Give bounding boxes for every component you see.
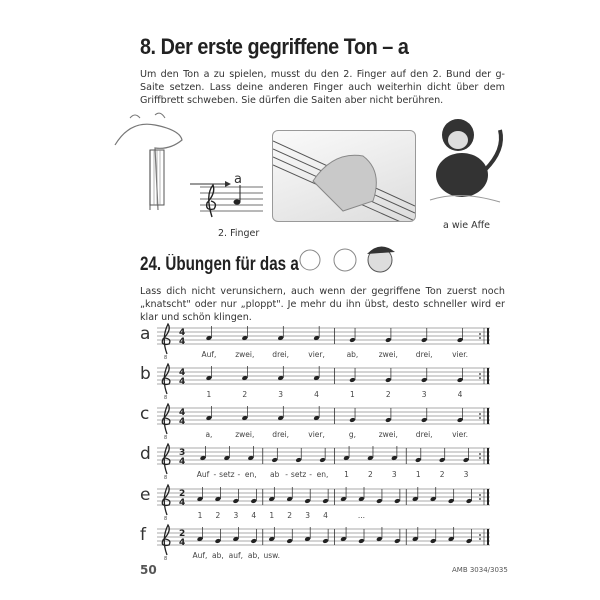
note-G [271,448,278,463]
note-label: a [234,172,242,187]
lyric: usw. [263,551,280,560]
note-G [349,408,356,423]
lyric: ab, [346,350,359,359]
note-G [322,529,329,544]
svg-text:4: 4 [179,337,186,347]
lyric: vier, [308,430,325,439]
note-G [448,489,455,504]
note-G [457,328,464,343]
lyric: vier, [308,350,325,359]
lyric: auf, [228,551,244,560]
lyric: 3 [421,390,427,399]
lyric: - [285,470,289,479]
svg-text:4: 4 [179,377,186,387]
svg-text:8: 8 [164,516,168,522]
exercise-line-f [135,523,500,563]
note-G [421,328,428,343]
note-G [286,529,293,544]
lyric: 4 [314,390,319,399]
lyric: 2 [367,470,373,479]
monkey-caption: a wie Affe [443,220,491,231]
lyric: ... [357,511,365,520]
lyric: drei, [272,430,290,439]
lyric: a, [205,430,213,439]
lyric: 2 [242,390,248,399]
treble-clef-icon [162,364,170,394]
note-G [349,368,356,383]
lyric: drei, [415,430,433,439]
lyric: 2 [215,511,221,520]
intro-text: Um den Ton a zu spielen, musst du den 2. Finger auf den 2. Bund der g-Saite setzen. Lass deine anderen Finger auch weiterhin dicht über dem Griffbrett schweben. Sie dürfen die Saiten aber nicht berühren. [140,69,505,106]
lyric: - [237,470,241,479]
lyric: 3 [233,511,239,520]
lyric: en, [316,470,329,479]
time-signature: 4 [179,328,186,338]
note-G [457,368,464,383]
line-label: b [140,364,151,384]
note-G [215,529,222,544]
lyric: - [213,470,217,479]
lyric: Auf, [192,551,208,560]
treble-clef-icon [162,444,170,474]
lyric: 3 [305,511,310,520]
exercise-line-d [135,442,500,482]
time-signature: 2 [179,489,186,499]
lyric: 4 [457,390,463,399]
exercise-line-c [135,402,500,442]
treble-clef-icon [162,525,170,555]
lyric: g, [348,430,357,439]
exercise-text: Lass dich nicht verunsichern, auch wenn der gegriffene Ton zuerst noch „knatscht" oder nur „ploppt". Je mehr du ihn übst, desto schneller wird er klar und schön klingen. [140,286,505,323]
note-a-diagram [185,165,265,220]
page-title: 8. Der erste gegriffene Ton – a [140,34,409,59]
lyric: zwei, [378,350,398,359]
svg-text:4: 4 [179,457,186,467]
line-label: f [140,525,146,545]
svg-text:8: 8 [164,435,168,441]
note-G [466,529,473,544]
lyric: 1 [197,511,203,520]
svg-text:4: 4 [179,538,186,548]
treble-clef-icon [162,404,170,434]
lyric: - [309,470,312,479]
finger-caption: 2. Finger [218,228,260,239]
treble-clef-icon [162,485,170,515]
exercise-heading: 24. Übungen für das a [140,254,299,275]
note-G [385,368,392,383]
lyric: drei, [272,350,290,359]
note-G [376,489,383,504]
note-G [233,489,240,504]
note-G [349,328,356,343]
lyric: 3 [463,470,469,479]
note-G [385,328,392,343]
exercise-line-a [135,322,500,362]
lyric: drei, [415,350,433,359]
lyric: setz [219,470,235,479]
lyric: zwei, [378,430,398,439]
lyric: vier. [452,430,469,439]
lyric: 3 [391,470,397,479]
lyric: ab [270,470,280,479]
note-G [415,448,422,463]
treble-clef-icon [162,324,170,354]
catalog-code: AMB 3034/3035 [452,566,508,574]
faces-illustration [295,240,405,275]
lyric: Auf [196,470,210,479]
note-G [250,489,257,504]
page-number: 50 [140,563,157,577]
svg-text:8: 8 [164,475,168,481]
lyric: Auf, [201,350,217,359]
lyric: 1 [206,390,212,399]
note-G [322,489,329,504]
lyric: ab, [247,551,260,560]
line-label: a [140,324,151,344]
svg-text:8: 8 [164,556,168,562]
note-G [466,489,473,504]
note-G [421,408,428,423]
note-G [295,448,302,463]
giraffe-illustration [110,110,190,220]
time-signature: 3 [179,448,186,458]
lyric: 1 [350,390,355,399]
svg-text:4: 4 [179,417,186,427]
lyric: en, [244,470,257,479]
note-G [394,529,401,544]
note-G [304,489,311,504]
lyric: 1 [269,511,275,520]
monkey-illustration [420,110,510,210]
note-G [250,529,257,544]
lyric: 4 [323,511,328,520]
lyric: 1 [344,470,349,479]
line-label: c [140,404,150,424]
lyric: zwei, [235,350,255,359]
time-signature: 4 [179,368,186,378]
lyric: 2 [439,470,445,479]
note-G [421,368,428,383]
lyric: ab, [212,551,224,560]
note-G [319,448,326,463]
lyric: 3 [278,390,284,399]
note-G [358,529,365,544]
lyric: zwei, [235,430,255,439]
time-signature: 2 [179,529,186,539]
lyric: 4 [251,511,257,520]
exercise-line-e [135,483,500,523]
lyric: vier. [452,350,469,359]
lyric: 2 [385,390,391,399]
lyric: 1 [415,470,421,479]
note-G [385,408,392,423]
line-label: d [140,444,151,464]
note-G [457,408,464,423]
note-G [430,529,437,544]
line-label: e [140,485,151,505]
time-signature: 4 [179,408,186,418]
note-G [394,489,401,504]
fingering-photo [272,130,416,222]
note-G [439,448,446,463]
svg-text:8: 8 [164,395,168,401]
lyric: setz [290,470,307,479]
svg-text:8: 8 [164,355,168,361]
exercise-line-b [135,362,500,402]
note-G [463,448,470,463]
svg-text:4: 4 [179,498,186,508]
lyric: 2 [287,511,293,520]
